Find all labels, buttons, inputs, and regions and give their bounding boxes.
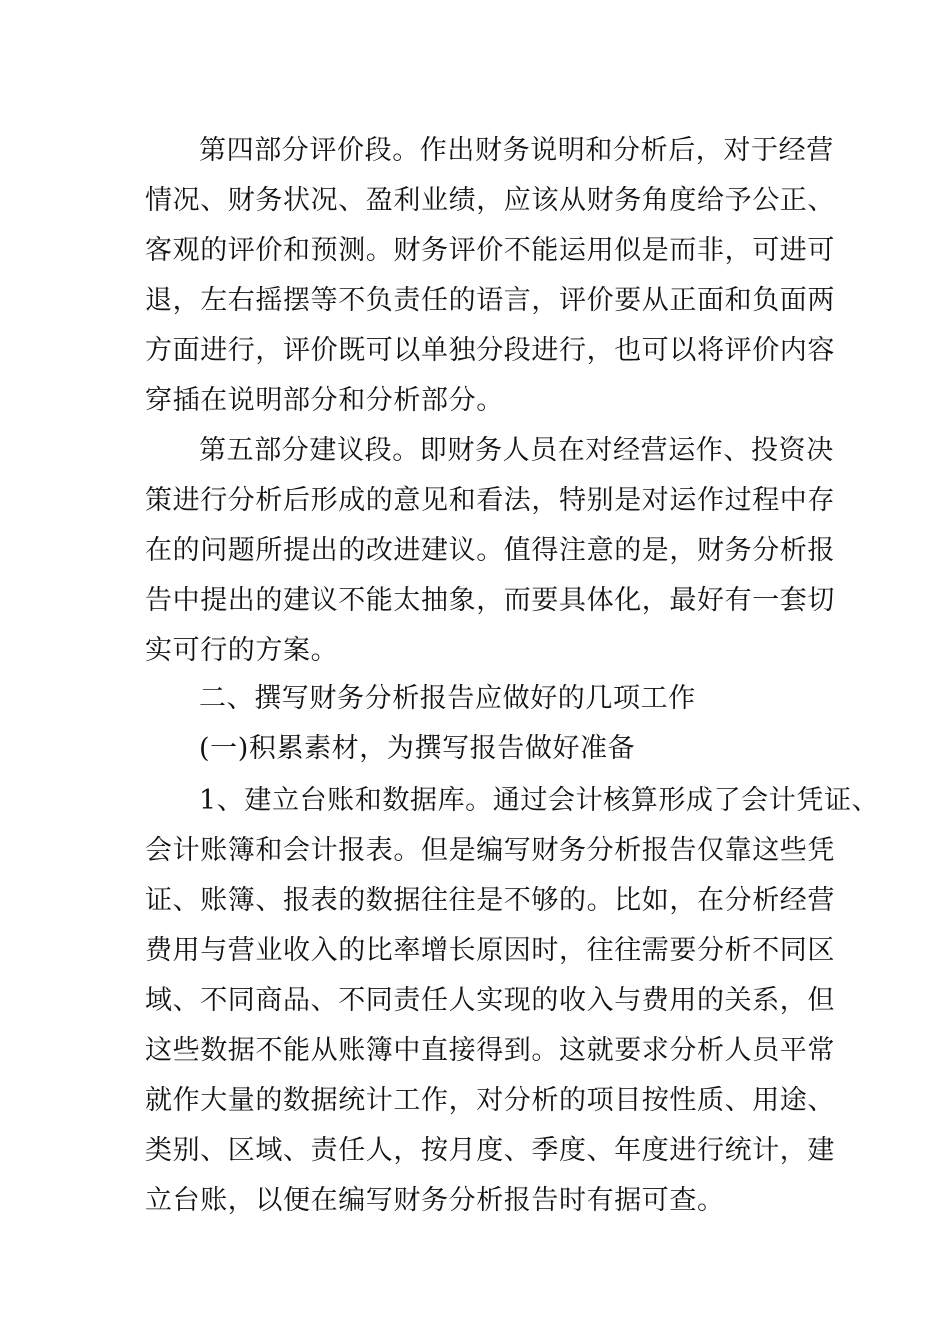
paragraph-evaluation-line: 情况、财务状况、盈利业绩，应该从财务角度给予公正、: [145, 185, 835, 216]
paragraph-evaluation-line: 第四部分评价段。作出财务说明和分析后，对于经营: [199, 135, 834, 166]
paragraph-ledger-line: 会计账簿和会计报表。但是编写财务分析报告仅靠这些凭: [145, 835, 835, 866]
paragraph-evaluation-line: 退，左右摇摆等不负责任的语言，评价要从正面和负面两: [145, 285, 835, 316]
paragraph-ledger-line: 域、不同商品、不同责任人实现的收入与费用的关系，但: [145, 985, 835, 1016]
paragraph-suggestion-line: 策进行分析后形成的意见和看法，特别是对运作过程中存: [145, 485, 835, 516]
paragraph-ledger-line: 证、账簿、报表的数据往往是不够的。比如，在分析经营: [145, 885, 835, 916]
paragraph-ledger-line: 这些数据不能从账簿中直接得到。这就要求分析人员平常: [145, 1035, 835, 1066]
paragraph-evaluation-line: 方面进行，评价既可以单独分段进行，也可以将评价内容: [145, 335, 835, 366]
paragraph-evaluation-line: 穿插在说明部分和分析部分。: [145, 385, 504, 416]
section-heading: 二、撰写财务分析报告应做好的几项工作: [199, 683, 696, 714]
paragraph-ledger-line: 类别、区域、责任人，按月度、季度、年度进行统计，建: [145, 1135, 835, 1166]
paragraph-ledger-line: 费用与营业收入的比率增长原因时，往往需要分析不同区: [145, 935, 835, 966]
paragraph-evaluation-line: 客观的评价和预测。财务评价不能运用似是而非，可进可: [145, 235, 835, 266]
paragraph-suggestion-line: 第五部分建议段。即财务人员在对经营运作、投资决: [199, 435, 834, 466]
paragraph-suggestion-line: 告中提出的建议不能太抽象，而要具体化，最好有一套切: [145, 585, 835, 616]
paragraph-ledger-line: 1、建立台账和数据库。通过会计核算形成了会计凭证、: [199, 785, 880, 816]
paragraph-suggestion-line: 实可行的方案。: [145, 635, 339, 666]
paragraph-ledger-line: 就作大量的数据统计工作，对分析的项目按性质、用途、: [145, 1085, 835, 1116]
paragraph-ledger-line: 立台账，以便在编写财务分析报告时有据可查。: [145, 1185, 725, 1216]
subsection-heading: (一)积累素材，为撰写报告做好准备: [199, 733, 636, 764]
paragraph-suggestion-line: 在的问题所提出的改进建议。值得注意的是，财务分析报: [145, 535, 835, 566]
